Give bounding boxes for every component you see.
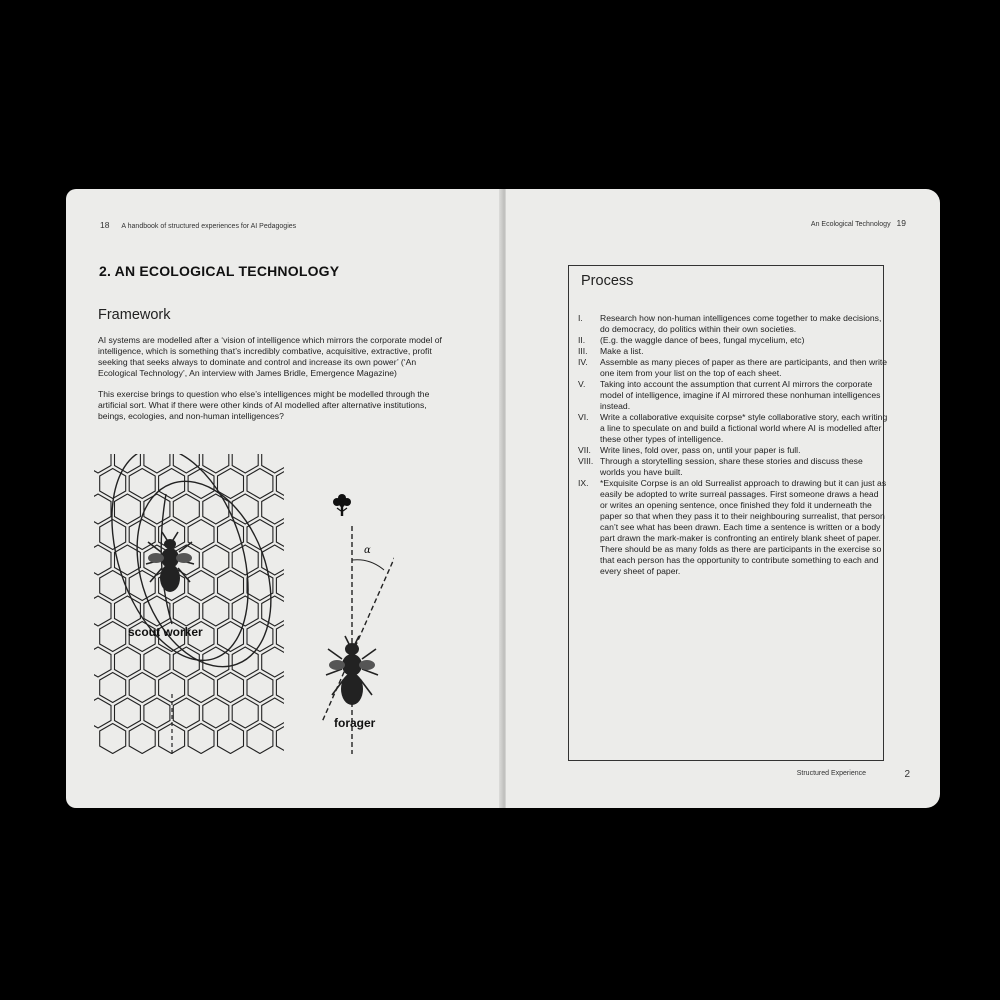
hexagon-cell — [100, 622, 126, 652]
hexagon-cell — [94, 596, 111, 626]
bee-illustration — [94, 454, 394, 754]
process-step-number: I. — [578, 313, 583, 323]
hexagon-cell — [188, 520, 214, 550]
framework-heading: Framework — [98, 307, 171, 323]
hexagon-cell — [203, 698, 229, 728]
hexagon-cell — [276, 622, 302, 652]
hexagon-cell — [262, 454, 288, 473]
flower-icon — [333, 494, 351, 516]
footer-label: Structured Experience — [796, 770, 866, 777]
process-step — [578, 478, 888, 577]
hexagon-cell — [247, 469, 273, 499]
process-step — [578, 379, 888, 412]
hexagon-cell — [144, 698, 170, 728]
hexagon-cell — [188, 571, 214, 601]
hexagon-cell — [129, 673, 155, 703]
process-step-text: Research how non-human intelligences come together to make decisions, do democracy, do politics within their own societies. — [600, 313, 882, 334]
process-list — [578, 313, 888, 577]
process-step-number: IV. — [578, 357, 588, 367]
left-running-header — [100, 220, 296, 230]
process-step-number: VI. — [578, 412, 589, 422]
hexagon-cell — [115, 647, 141, 677]
angle-arc — [352, 560, 384, 570]
hexagon-cell — [276, 673, 302, 703]
hexagon-cell — [144, 454, 170, 473]
scout-bee-icon — [146, 532, 194, 592]
right-running-header — [811, 218, 906, 228]
process-step — [578, 456, 888, 478]
right-page-number: 19 — [896, 218, 906, 228]
process-step-text: Make a list. — [600, 346, 644, 356]
hexagon-cell — [173, 647, 199, 677]
hexagon-cell — [218, 724, 244, 754]
process-step — [578, 346, 888, 357]
hexagon-cell — [94, 454, 111, 473]
hexagon-cell — [203, 454, 229, 473]
process-step-text: Taking into account the assumption that current AI mirrors the corporate model of intelligence, imagine if AI mirrored these nonhuman intelligences instead. — [600, 379, 881, 411]
hexagon-cell — [262, 545, 288, 575]
process-heading: Process — [581, 273, 634, 289]
hexagon-cell — [94, 494, 111, 524]
process-step — [578, 335, 888, 346]
framework-paragraph-1: AI systems are modelled after a ‘vision of intelligence which mirrors the corporate model of intelligence, which is something that’s incredibly combative, acquisitive, extractive, profit seeking that seeks always to dominate and control and increase its own power’ (‘An Ecological Technology’, An interview with James Bridle, Emergence Magazine) — [98, 335, 442, 378]
hexagon-cell — [262, 647, 288, 677]
hexagon-cell — [203, 647, 229, 677]
process-step-text: (E.g. the waggle dance of bees, fungal mycelium, etc) — [600, 335, 805, 345]
process-step-text: Assemble as many pieces of paper as there are participants, and then write one item from your list on the top of each sheet. — [600, 357, 888, 378]
hexagon-cell — [129, 724, 155, 754]
section-title: 2. AN ECOLOGICAL TECHNOLOGY — [99, 263, 340, 279]
hexagon-cell — [276, 724, 302, 754]
hexagon-cell — [247, 622, 273, 652]
process-step-number: II. — [578, 335, 586, 345]
hexagon-cell — [276, 469, 302, 499]
hexagon-cell — [115, 698, 141, 728]
hexagon-cell — [144, 647, 170, 677]
hexagon-cell — [276, 571, 302, 601]
scout-worker-label: scout worker — [128, 625, 203, 639]
process-step-number: III. — [578, 346, 588, 356]
hexagon-cell — [115, 494, 141, 524]
process-step-text: Write a collaborative exquisite corpse* style collaborative story, each writing a line to speculate on and build a fictional world where AI is modelled after these other types of intelligence. — [600, 412, 888, 444]
process-step — [578, 445, 888, 456]
hexagon-cell — [262, 698, 288, 728]
framework-text — [98, 335, 448, 432]
process-step-number: VII. — [578, 445, 591, 455]
hexagon-cell — [232, 454, 258, 473]
hexagon-cell — [94, 545, 111, 575]
right-page — [506, 189, 940, 808]
hexagon-cell — [115, 596, 141, 626]
hexagon-cell — [262, 596, 288, 626]
hexagon-cell — [203, 596, 229, 626]
hexagon-cell — [232, 698, 258, 728]
process-step — [578, 412, 888, 445]
process-step-number: V. — [578, 379, 586, 389]
hexagon-cell — [247, 673, 273, 703]
forager-label: forager — [334, 716, 376, 730]
hexagon-cell — [218, 571, 244, 601]
process-step — [578, 313, 888, 335]
left-page — [66, 189, 504, 808]
hexagon-cell — [129, 469, 155, 499]
process-step-number: VIII. — [578, 456, 594, 466]
hexagon-cell — [247, 724, 273, 754]
process-step-text: Through a storytelling session, share these stories and discuss these worlds you have built. — [600, 456, 863, 477]
hexagon-cell — [144, 494, 170, 524]
hexagon-cell — [276, 520, 302, 550]
right-running-head: An Ecological Technology — [810, 221, 891, 228]
hexagon-cell — [203, 545, 229, 575]
process-step-text: Write lines, fold over, pass on, until your paper is full. — [600, 445, 801, 455]
angle-label: α — [364, 545, 371, 556]
hexagon-cell — [188, 673, 214, 703]
left-running-head: A handbook of structured experiences for AI Pedagogies — [121, 223, 297, 230]
process-step-text: *Exquisite Corpse is an old Surrealist approach to drawing but it can just as easily be adopted to write surreal passages. First someone draws a head or writes an opening sentence, once finished they fold it underneath the paper so that when they pass it to their neighbouring surrealist, that person can’t see what has been drawn. Each time a sentence is written or a body part drawn the mark-maker is confronting an entirely blank sheet of paper. There should be as many folds as there are participants in the exercise so that each person has the opportunity to contribute something to each and every sheet of paper. — [600, 478, 887, 576]
hexagon-cell — [100, 673, 126, 703]
hexagon-cell — [188, 724, 214, 754]
framework-paragraph-2: This exercise brings to question who else’s intelligences might be modelled through the artificial sort. What if there were other kinds of AI modelled after alternative institutions, beings, ecologies, and non-human intelligences? — [98, 389, 430, 421]
left-page-number: 18 — [100, 220, 110, 230]
hexagon-cell — [262, 494, 288, 524]
hexagon-cell — [94, 698, 111, 728]
hexagon-cell — [173, 494, 199, 524]
hexagon-cell — [173, 596, 199, 626]
hexagon-cell — [203, 494, 229, 524]
process-step — [578, 357, 888, 379]
hexagon-cell — [218, 673, 244, 703]
footer-number: 2 — [904, 769, 910, 780]
hexagon-cell — [100, 724, 126, 754]
process-step-number: IX. — [578, 478, 589, 488]
hexagon-cell — [94, 647, 111, 677]
hexagon-cell — [173, 698, 199, 728]
hexagon-cell — [232, 596, 258, 626]
hexagon-cell — [218, 520, 244, 550]
